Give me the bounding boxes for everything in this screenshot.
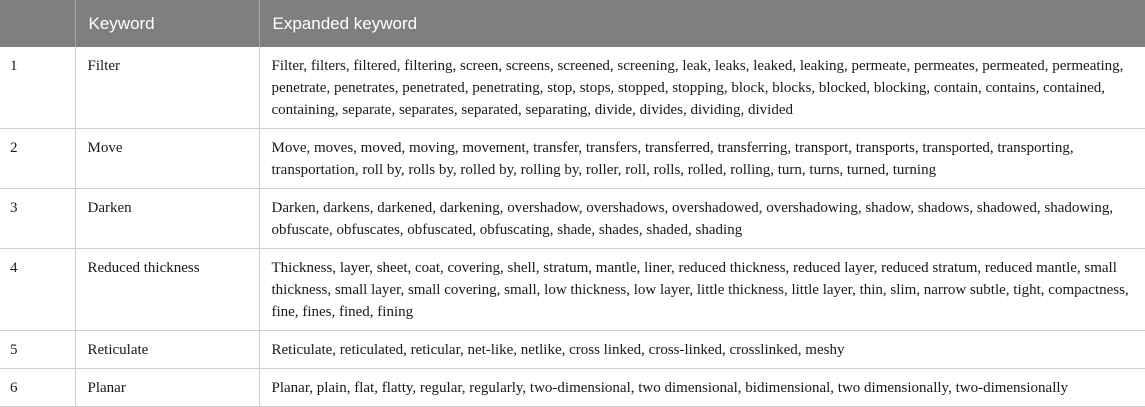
row-keyword: Planar [75, 369, 259, 407]
row-expanded-keywords: Thickness, layer, sheet, coat, covering, shell, stratum, mantle, liner, reduced thickness, reduced layer, reduced stratum, reduced mantle, small thickness, small layer, small covering, small, low thickness, low layer, little thickness, little layer, thin, slim, narrow subtle, tight, compactness, fine, fines, fined, fining [259, 249, 1145, 331]
row-keyword: Reticulate [75, 331, 259, 369]
row-number: 6 [0, 369, 75, 407]
row-keyword: Darken [75, 189, 259, 249]
table-row [0, 189, 1145, 249]
row-number: 1 [0, 47, 75, 129]
row-keyword: Filter [75, 47, 259, 129]
table-header-row [0, 0, 1145, 47]
table-row [0, 331, 1145, 369]
row-keyword: Move [75, 129, 259, 189]
row-expanded-keywords: Planar, plain, flat, flatty, regular, regularly, two-dimensional, two dimensional, bidimensional, two dimensionally, two-dimensionally [259, 369, 1145, 407]
table-row [0, 129, 1145, 189]
row-expanded-keywords: Move, moves, moved, moving, movement, transfer, transfers, transferred, transferring, transport, transports, transported, transporting, transportation, roll by, rolls by, rolled by, rolling by, roller, roll, rolls, rolled, rolling, turn, turns, turned, turning [259, 129, 1145, 189]
header-expanded-keyword: Expanded keyword [259, 0, 1145, 47]
table-row [0, 249, 1145, 331]
header-number [0, 0, 75, 47]
table-row [0, 369, 1145, 407]
row-keyword: Reduced thickness [75, 249, 259, 331]
row-number: 5 [0, 331, 75, 369]
table-row [0, 47, 1145, 129]
row-number: 3 [0, 189, 75, 249]
row-expanded-keywords: Darken, darkens, darkened, darkening, overshadow, overshadows, overshadowed, overshadowing, shadow, shadows, shadowed, shadowing, obfuscate, obfuscates, obfuscated, obfuscating, shade, shades, shaded, shading [259, 189, 1145, 249]
row-expanded-keywords: Reticulate, reticulated, reticular, net-like, netlike, cross linked, cross-linked, crosslinked, meshy [259, 331, 1145, 369]
row-expanded-keywords: Filter, filters, filtered, filtering, screen, screens, screened, screening, leak, leaks, leaked, leaking, permeate, permeates, permeated, permeating, penetrate, penetrates, penetrated, penetrating, stop, stops, stopped, stopping, block, blocks, blocked, blocking, contain, contains, contained, containing, separate, separates, separated, separating, divide, divides, dividing, divided [259, 47, 1145, 129]
header-keyword: Keyword [75, 0, 259, 47]
row-number: 4 [0, 249, 75, 331]
row-number: 2 [0, 129, 75, 189]
